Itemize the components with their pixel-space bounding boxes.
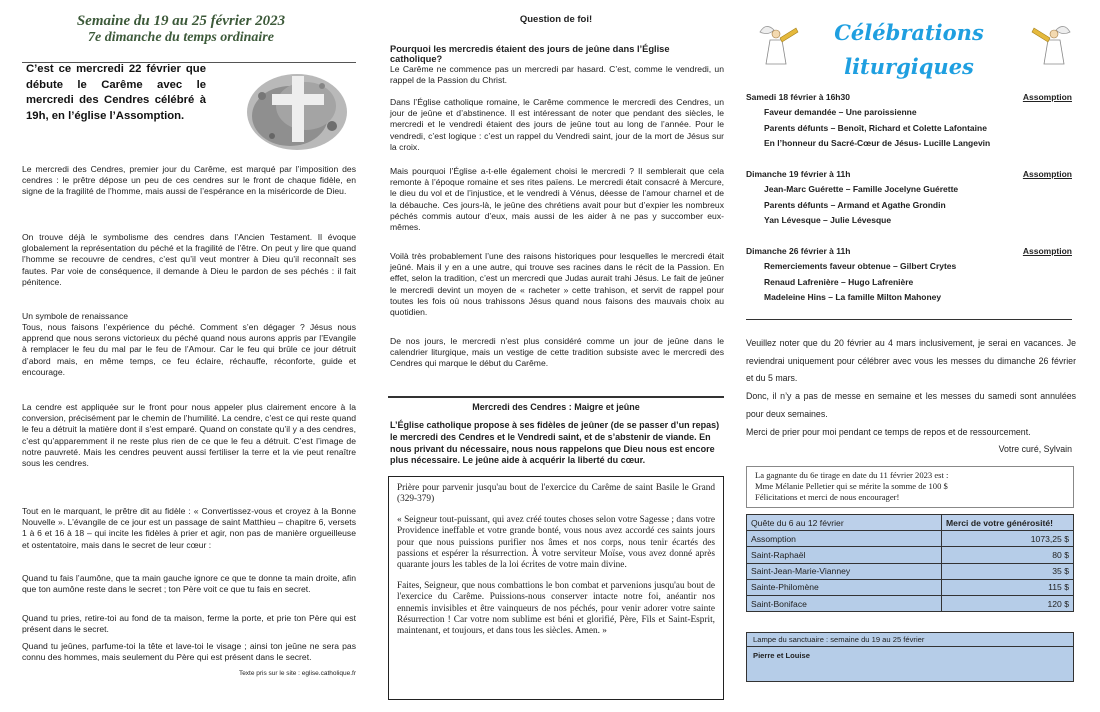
table-row (747, 531, 1074, 547)
paragraph-aumone: Quand tu fais l’aumône, que ta main gauche ignore ce que te donne ta main droite, afin que ton aumône reste dans le secret ; ton Père voit ce que tu fais en secret. (22, 573, 356, 595)
paragraph-2: On trouve déjà le symbolisme des cendres dans l’Ancien Testament. Il évoque globalement la représentation du péché et la fragilité de l’être. On peut y lire que quand l’homme se recouvre de cendres, c’est qu’il veut montrer à Dieu qu’il reconnaît ses fautes. Par voie de conséquence, il demande à Dieu le pardon de ses péchés : il fait pénitence. (22, 232, 356, 287)
question-paragraph-4: Voilà très probablement l’une des raisons historiques pour lesquelles le mercredi était jeûné. Mais il y en a une autre, qui trouve ses racines dans le récit de la Passion. En effet, selon la tradition, c’est un mercredi que Judas aurait trahi Jésus. Le fait de jeûner le mercredi devint un moyen de « racheter » cette trahison, et servit de rappel pour toutes les fois où nous trahissons Jésus quand nous faisons des mauvais choix au quotidien. (390, 251, 724, 318)
prayer-paragraph-2: Faites, Seigneur, que nous combattions le bon combat et parvenions jusqu'au bout de l'exercice du Carême. Puissions-nous conserver intacte notre foi, anéantir nos ennemis invisibles et être vainqueurs de nos péchés, pour venir adorer votre sainte Résurrection ! Car votre nom sublime est béni et glorifié, Père, Fils et Saint-Esprit, maintenant, et toujours, et dans tous les siècles. Amen. » (397, 580, 715, 637)
paragraph-5: Tout en le marquant, le prêtre dit au fidèle : « Convertissez-vous et croyez à la Bonne Nouvelle ». L’évangile de ce jour est un passage de saint Matthieu – chapitre 6, versets 1 à 6 et 16 à 18 – qui incite les fidèles à prier et agir, non pas de manière orgueilleuse et ostentatoire, mais dans le secret de leur cœur : (22, 506, 356, 550)
prayer-box (388, 476, 724, 700)
collection-amount: 120 $ (942, 595, 1074, 611)
title-line-2: liturgiques (844, 54, 974, 79)
mass-intention: Faveur demandée – Une paroissienne (764, 107, 917, 118)
source-credit: Texte pris sur le site : eglise.catholique.fr (238, 670, 356, 677)
mass-intention: En l’honneur du Sacré-Cœur de Jésus- Lucille Langevin (764, 138, 991, 149)
mass-intention: Madeleine Hins – La famille Milton Mahoney (764, 292, 942, 303)
paragraph-jeune: Quand tu jeûnes, parfume-toi la tête et lave-toi le visage ; ainsi ton jeûne ne sera pas connu des hommes, mais seulement du Père qui est présent dans le secret. (22, 641, 356, 663)
prayer-paragraph-1: « Seigneur tout-puissant, qui avez créé toutes choses selon votre Sagesse ; dans votre Providence ineffable et votre grande bonté, vous nous avez accordé ces saints jours pour que nous puissions purifier nos âmes et nos corps, nous tenir écartés des passions et espérer la résurrection. À votre serviteur Moïse, vous avez donné après quarante jours les tables de la loi écrites de votre main divine. (397, 514, 715, 571)
winner-line-1: La gagnante du 6e tirage en date du 11 février 2023 est : (755, 470, 949, 480)
mass-date: Dimanche 26 février à 11h (746, 246, 851, 256)
mass-location: Assomption (1022, 169, 1072, 179)
mass-location: Assomption (1022, 246, 1072, 256)
paragraph-3: Tous, nous faisons l’expérience du péché. Comment s’en dégager ? Jésus nous apprend que nous serons victorieux du péché quand nous aurons appris par l’Evangile à remplacer le feu du mal par le feu de l’Amour. Car le feu qui brûle ce jour détruit d’abord mais, en même temps, ce feu éclaire, réchauffe, réconforte, guide et encourage. (22, 322, 356, 377)
notice-paragraph-3: Merci de prier pour moi pendant ce temps de repos et de ressourcement. (746, 426, 1031, 437)
ash-cross-image (242, 66, 352, 154)
mass-date: Samedi 18 février à 16h30 (746, 92, 850, 102)
parish-name: Saint-Boniface (747, 595, 942, 611)
divider (746, 319, 1072, 320)
angel-trumpet-icon (756, 18, 800, 68)
notice-paragraph-1: Veuillez noter que du 20 février au 4 mars inclusivement, je serai en vacances. Je reviendrai uniquement pour célébrer avec vous les messes du dimanche 26 février et du 5 mars. (746, 338, 1076, 384)
week-subtitle: 7e dimanche du temps ordinaire (88, 30, 274, 45)
table-row (747, 579, 1074, 595)
question-title: Question de foi! (519, 14, 593, 25)
question-paragraph-2: Dans l’Église catholique romaine, le Carême commence le mercredi des Cendres, un jour de jeûne et d’abstinence. Il est intéressant de noter que pendant des siècles, le mercredi et le vendredi étaient des jours de jeûne tout au long de l’année. Pour le vendredi, c’est logique : c’est un rappel du Vendredi saint, jour de la mort de Jésus sur la croix. (390, 97, 724, 152)
parish-name: Assomption (747, 531, 942, 547)
winner-line-2: Mme Mélanie Pelletier qui se mérite la somme de 100 $ (755, 481, 948, 491)
lamp-sponsor: Pierre et Louise (753, 651, 810, 660)
table-row (747, 547, 1074, 563)
mass-intention: Renaud Lafrenière – Hugo Lafrenière (764, 276, 914, 287)
prayer-intro: Prière pour parvenir jusqu'au bout de l'exercice du Carême de saint Basile le Grand (329-379) (397, 483, 715, 505)
quete-header: Quête du 6 au 12 février (747, 515, 942, 531)
mass-intention: Jean-Marc Guérette – Famille Jocelyne Guérette (764, 184, 959, 195)
collection-amount: 80 $ (942, 547, 1074, 563)
maigre-text: L’Église catholique propose à ses fidèles de jeûner (de se passer d’un repas) le mercredi des Cendres et le Vendredi saint, et de s’abstenir de viande. En nous privant du nécessaire, nous nous rappelons que Dieu nous est encore plus nécessaire. Le jeûne aide à acquérir la liberté du cœur. (390, 420, 720, 466)
question-paragraph-3: Mais pourquoi l’Église a-t-elle également choisi le mercredi ? Il semblerait que cela remonte à l’époque romaine et ses rites païens. Le mercredi était consacré à Mercure, le dieu du vol et de l’injustice, et le vendredi à Vénus, déesse de l’amour charnel et de la débauche. Ces jours-là, le jeûne des chrétiens avait pour but d’expier les nombreux péchés commis autour d’eux, mais aussi de les aider à ne pas y succomber eux-mêmes. (390, 166, 724, 233)
mass-block (746, 244, 1076, 306)
mass-intention: Parents défunts – Benoît, Richard et Colette Lafontaine (764, 122, 987, 133)
winner-line-3: Félicitations et merci de nous encourager! (755, 492, 900, 502)
mass-date: Dimanche 19 février à 11h (746, 169, 851, 179)
mass-intention: Yan Lévesque – Julie Lévesque (764, 215, 892, 226)
question-paragraph-5: De nos jours, le mercredi n’est plus considéré comme un jour de jeûne dans le calendrier liturgique, mais un vestige de cette tradition subsiste avec le mercredi des Cendres qui marque le début du Carême. (390, 336, 724, 369)
paragraph-priere: Quand tu pries, retire-toi au fond de ta maison, ferme la porte, et prie ton Père qui est présent dans le secret. (22, 613, 356, 635)
collection-amount: 115 $ (942, 579, 1074, 595)
mass-block (746, 167, 1076, 229)
mass-intention: Parents défunts – Armand et Agathe Grondin (764, 199, 946, 210)
signature: Votre curé, Sylvain (998, 444, 1072, 455)
mass-block (746, 90, 1076, 152)
paragraph-4: La cendre est appliquée sur le front pour nous appeler plus clairement encore à la conversion, précisément par le chemin de l’humilité. La cendre, c’est ce qui reste quand le feu a détruit la matière dont il s’est emparé. Quand on constate qu’il y a des cendres, c’est qu’apparemment il ne reste plus rien de ce que le feu a détruit. C’est l’image de notre pauvreté. Mais les cendres peuvent aussi fertiliser la terre et la vie peut renaître sous les cendres. (22, 402, 356, 469)
divider (388, 396, 724, 398)
priest-notice (746, 335, 1076, 459)
intro-text: C’est ce mercredi 22 février que débute le Carême avec le mercredi des Cendres célébré à 19h, en l’église l’Assomption. (26, 63, 206, 122)
parish-name: Saint-Jean-Marie-Vianney (747, 563, 942, 579)
mass-location: Assomption (1022, 92, 1072, 102)
lottery-winner-box (746, 466, 1074, 508)
collection-amount: 35 $ (942, 563, 1074, 579)
thanks-header: Merci de votre générosité! (942, 515, 1074, 531)
week-title: Semaine du 19 au 25 février 2023 (76, 13, 286, 29)
collection-table (746, 514, 1074, 612)
question-paragraph-1: Le Carême ne commence pas un mercredi par hasard. C’est, comme le vendredi, un rappel de la Passion du Christ. (390, 64, 724, 86)
maigre-title: Mercredi des Cendres : Maigre et jeûne (472, 402, 640, 412)
lamp-title: Lampe du sanctuaire : semaine du 19 au 25 février (747, 633, 1073, 647)
table-row (747, 563, 1074, 579)
collection-amount: 1073,25 $ (942, 531, 1074, 547)
mass-intention: Remerciements faveur obtenue – Gilbert Crytes (764, 261, 957, 272)
angel-trumpet-icon (1030, 18, 1074, 68)
sanctuary-lamp-box (746, 632, 1074, 682)
notice-paragraph-2: Donc, il n’y a pas de messe en semaine et les messes du samedi sont annulées pour deux semaines. (746, 391, 1076, 419)
question-heading: Pourquoi les mercredis étaient des jours de jeûne dans l’Église catholique? (390, 44, 670, 64)
section-heading: Un symbole de renaissance (22, 311, 129, 321)
parish-name: Sainte-Philomène (747, 579, 942, 595)
parish-name: Saint-Raphaël (747, 547, 942, 563)
paragraph-1: Le mercredi des Cendres, premier jour du Carême, est marqué par l’imposition des cendres : le prêtre dépose un peu de ces cendres sur le front de chaque fidèle, en signe de la fragilité de l’homme, mais aussi de l’espérance en la miséricorde de Dieu. (22, 164, 356, 197)
title-line-1: Célébrations (834, 20, 984, 45)
celebrations-title (804, 16, 1014, 84)
table-row (747, 595, 1074, 611)
